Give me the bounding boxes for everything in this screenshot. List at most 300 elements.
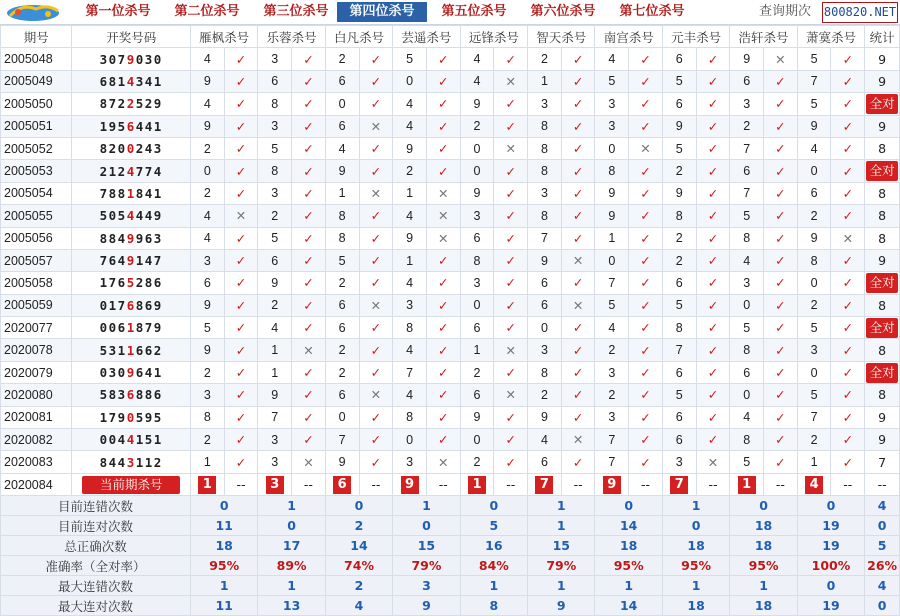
correct-mark-icon: ✓ (561, 451, 595, 473)
draw-digit: 3 (117, 387, 127, 403)
summary-value: 2 (325, 516, 392, 536)
correct-mark-icon: ✓ (764, 93, 798, 115)
kill-number-cell: 2 (662, 160, 696, 182)
kill-number-cell: 6 (662, 361, 696, 383)
summary-value: 4 (325, 596, 392, 616)
correct-mark-icon: ✓ (292, 294, 326, 316)
correct-mark-icon: ✓ (224, 384, 258, 406)
summary-value: 4 (865, 576, 900, 596)
kill-number-cell: 0 (325, 93, 359, 115)
draw-digit: 2 (108, 141, 118, 157)
draw-digit: 5 (135, 96, 145, 112)
draw-digit: 6 (153, 387, 163, 403)
kill-number-cell: 7 (258, 406, 292, 428)
kill-number-cell: 1 (393, 182, 427, 204)
current-kill-button[interactable]: 当前期杀号 (82, 476, 181, 494)
correct-mark-icon: ✓ (359, 205, 393, 227)
summary-value: 95% (190, 556, 257, 576)
correct-mark-icon: ✓ (696, 384, 730, 406)
kill-number-cell: 2 (393, 160, 427, 182)
kill-number-cell: 9 (528, 406, 562, 428)
correct-mark-icon: ✓ (359, 249, 393, 271)
kill-number-cell: 3 (528, 339, 562, 361)
kill-number-cell: 9 (190, 70, 224, 92)
summary-value: 0 (325, 496, 392, 516)
correct-mark-icon: ✓ (359, 48, 393, 70)
header-predictor: 雁枫杀号 (190, 26, 257, 48)
correct-mark-icon: ✓ (696, 272, 730, 294)
wrong-mark-icon: ✕ (426, 227, 460, 249)
draw-digit: 1 (135, 253, 145, 269)
current-kill-label-cell (72, 473, 190, 495)
summary-value: 0 (730, 496, 797, 516)
tab-position-3[interactable]: 第三位杀号 (263, 4, 329, 19)
correct-mark-icon: ✓ (696, 361, 730, 383)
correct-mark-icon: ✓ (561, 182, 595, 204)
kill-number-cell: 4 (190, 205, 224, 227)
draw-digit: 4 (144, 118, 154, 134)
draw-digit: 1 (117, 73, 127, 89)
correct-mark-icon: ✓ (696, 249, 730, 271)
draw-digit: 6 (126, 118, 136, 134)
kill-number-cell: 1 (595, 227, 629, 249)
draw-digit: 9 (117, 409, 127, 425)
draw-digit: 5 (126, 275, 136, 291)
correct-mark-icon: ✓ (629, 249, 663, 271)
summary-value: 95% (662, 556, 729, 576)
correct-mark-icon: ✓ (426, 339, 460, 361)
table-row (1, 160, 900, 182)
draw-digit: 4 (144, 141, 154, 157)
draw-digit: 5 (99, 342, 109, 358)
draw-numbers-cell (72, 406, 190, 428)
kill-number-cell: 9 (595, 205, 629, 227)
correct-mark-icon: ✓ (561, 160, 595, 182)
tab-position-4[interactable]: 第四位杀号 (337, 2, 427, 22)
kill-number-cell: 3 (797, 339, 831, 361)
table-row (1, 451, 900, 473)
header-predictor: 浩轩杀号 (730, 26, 797, 48)
wrong-mark-icon: ✕ (359, 384, 393, 406)
query-period-label[interactable]: 查询期次 (759, 4, 812, 19)
correct-mark-icon: ✓ (494, 429, 528, 451)
summary-label: 目前连对次数 (1, 516, 191, 536)
current-kill-number: 7 (535, 476, 553, 494)
correct-mark-icon: ✓ (629, 429, 663, 451)
wrong-mark-icon: ✕ (629, 137, 663, 159)
kill-number-cell: 0 (797, 272, 831, 294)
correct-mark-icon: ✓ (359, 93, 393, 115)
current-dash-cell: -- (224, 473, 258, 495)
kill-number-cell: 8 (528, 205, 562, 227)
correct-mark-icon: ✓ (764, 451, 798, 473)
kill-number-cell: 9 (190, 294, 224, 316)
draw-digit: 2 (117, 96, 127, 112)
kill-number-cell: 2 (325, 272, 359, 294)
stat-cell (865, 272, 900, 294)
correct-mark-icon: ✓ (494, 406, 528, 428)
draw-digit: 8 (108, 230, 118, 246)
correct-mark-icon: ✓ (831, 70, 865, 92)
stat-cell: 9 (865, 406, 900, 428)
kill-number-cell: 0 (797, 160, 831, 182)
draw-digit: 6 (126, 387, 136, 403)
period-cell: 2005056 (1, 227, 72, 249)
header-predictor: 远锋杀号 (460, 26, 527, 48)
current-kill-number: 7 (670, 476, 688, 494)
table-row (1, 137, 900, 159)
correct-mark-icon: ✓ (224, 70, 258, 92)
tab-position-1[interactable]: 第一位杀号 (85, 4, 151, 19)
draw-digit: 2 (135, 141, 145, 157)
summary-value: 1 (190, 576, 257, 596)
kill-number-cell: 2 (797, 205, 831, 227)
draw-digit: 4 (135, 208, 145, 224)
draw-digit: 6 (135, 342, 145, 358)
summary-value: 18 (662, 596, 729, 616)
correct-mark-icon: ✓ (629, 406, 663, 428)
period-cell: 2020080 (1, 384, 72, 406)
draw-digit: 7 (108, 275, 118, 291)
kill-number-cell: 3 (258, 115, 292, 137)
draw-digit: 9 (153, 208, 163, 224)
draw-digit: 8 (99, 96, 109, 112)
correct-mark-icon: ✓ (696, 429, 730, 451)
stat-cell: 9 (865, 70, 900, 92)
kill-number-cell: 2 (190, 137, 224, 159)
draw-numbers-cell (72, 182, 190, 204)
kill-number-cell: 8 (325, 205, 359, 227)
draw-digit: 1 (108, 163, 118, 179)
wrong-mark-icon: ✕ (494, 137, 528, 159)
summary-value: 0 (190, 496, 257, 516)
stat-cell: 8 (865, 182, 900, 204)
kill-number-cell: 6 (730, 361, 764, 383)
kill-number-cell: 6 (258, 249, 292, 271)
correct-mark-icon: ✓ (224, 249, 258, 271)
correct-mark-icon: ✓ (292, 249, 326, 271)
kill-number-cell: 6 (797, 182, 831, 204)
correct-mark-icon: ✓ (629, 272, 663, 294)
correct-mark-icon: ✓ (831, 317, 865, 339)
kill-number-cell: 0 (595, 249, 629, 271)
kill-number-cell: 8 (325, 227, 359, 249)
kill-number-cell: 8 (190, 406, 224, 428)
draw-digit: 8 (108, 185, 118, 201)
all-correct-badge: 全对 (866, 318, 898, 338)
draw-digit: 1 (135, 454, 145, 470)
kill-number-cell: 2 (460, 451, 494, 473)
draw-digit: 4 (126, 73, 136, 89)
period-cell: 2005058 (1, 272, 72, 294)
correct-mark-icon: ✓ (764, 361, 798, 383)
correct-mark-icon: ✓ (224, 115, 258, 137)
correct-mark-icon: ✓ (224, 339, 258, 361)
period-cell: 2020079 (1, 361, 72, 383)
summary-value: 15 (528, 536, 595, 556)
kill-number-cell: 4 (528, 429, 562, 451)
correct-mark-icon: ✓ (561, 137, 595, 159)
correct-mark-icon: ✓ (764, 249, 798, 271)
kill-number-cell: 5 (797, 384, 831, 406)
summary-value: 0 (865, 516, 900, 536)
kill-number-cell: 6 (662, 406, 696, 428)
kill-number-cell: 4 (730, 249, 764, 271)
draw-digit: 3 (108, 342, 118, 358)
kill-number-cell: 6 (528, 272, 562, 294)
period-cell: 2005049 (1, 70, 72, 92)
kill-number-cell: 6 (325, 294, 359, 316)
summary-value: 100% (797, 556, 864, 576)
draw-digit: 1 (99, 409, 109, 425)
draw-digit: 4 (117, 230, 127, 246)
kill-number-cell: 6 (662, 48, 696, 70)
correct-mark-icon: ✓ (764, 272, 798, 294)
draw-digit: 1 (108, 297, 118, 313)
correct-mark-icon: ✓ (426, 48, 460, 70)
draw-digit: 8 (108, 387, 118, 403)
correct-mark-icon: ✓ (292, 160, 326, 182)
draw-numbers-cell (72, 93, 190, 115)
correct-mark-icon: ✓ (224, 272, 258, 294)
correct-mark-icon: ✓ (359, 339, 393, 361)
kill-number-cell: 5 (797, 48, 831, 70)
kill-number-cell: 8 (258, 160, 292, 182)
kill-number-cell: 9 (797, 227, 831, 249)
kill-number-cell: 0 (460, 429, 494, 451)
kill-number-cell: 5 (730, 451, 764, 473)
summary-value: 0 (595, 496, 662, 516)
summary-row (1, 556, 900, 576)
summary-value: 11 (190, 516, 257, 536)
correct-mark-icon: ✓ (696, 339, 730, 361)
kill-number-cell: 9 (393, 137, 427, 159)
period-cell: 2020083 (1, 451, 72, 473)
kill-number-cell: 9 (190, 339, 224, 361)
summary-row (1, 516, 900, 536)
correct-mark-icon: ✓ (629, 384, 663, 406)
draw-digit: 8 (99, 454, 109, 470)
kill-number-cell: 3 (528, 182, 562, 204)
correct-mark-icon: ✓ (494, 160, 528, 182)
current-period-row (1, 473, 900, 495)
kill-number-cell: 9 (258, 384, 292, 406)
correct-mark-icon: ✓ (426, 429, 460, 451)
kill-number-cell: 6 (730, 70, 764, 92)
draw-digit: 1 (126, 342, 136, 358)
summary-value: 1 (393, 496, 460, 516)
summary-value: 0 (662, 516, 729, 536)
summary-label: 总正确次数 (1, 536, 191, 556)
kill-number-cell: 3 (258, 48, 292, 70)
table-row (1, 182, 900, 204)
current-kill-cell (325, 473, 359, 495)
kill-number-cell: 5 (730, 205, 764, 227)
correct-mark-icon: ✓ (696, 294, 730, 316)
correct-mark-icon: ✓ (292, 227, 326, 249)
correct-mark-icon: ✓ (629, 361, 663, 383)
correct-mark-icon: ✓ (831, 249, 865, 271)
correct-mark-icon: ✓ (224, 451, 258, 473)
kill-number-cell: 5 (595, 294, 629, 316)
draw-numbers-cell (72, 384, 190, 406)
correct-mark-icon: ✓ (696, 48, 730, 70)
kill-number-cell: 2 (662, 249, 696, 271)
correct-mark-icon: ✓ (292, 406, 326, 428)
kill-number-cell: 4 (797, 137, 831, 159)
kill-number-cell: 8 (393, 317, 427, 339)
draw-digit: 8 (144, 275, 154, 291)
draw-digit: 0 (108, 432, 118, 448)
kill-number-cell: 4 (393, 115, 427, 137)
kill-number-cell: 3 (393, 451, 427, 473)
draw-digit: 4 (117, 253, 127, 269)
tab-position-5[interactable]: 第五位杀号 (441, 4, 507, 19)
correct-mark-icon: ✓ (764, 115, 798, 137)
summary-value: 14 (325, 536, 392, 556)
period-cell: 2005050 (1, 93, 72, 115)
kill-number-cell: 9 (528, 249, 562, 271)
kill-number-cell: 8 (528, 160, 562, 182)
correct-mark-icon: ✓ (629, 317, 663, 339)
current-kill-cell (190, 473, 224, 495)
draw-digit: 4 (144, 365, 154, 381)
correct-mark-icon: ✓ (359, 317, 393, 339)
summary-value: 11 (190, 596, 257, 616)
draw-digit: 4 (153, 163, 163, 179)
kill-number-cell: 2 (258, 205, 292, 227)
top-nav-bar (0, 0, 900, 25)
correct-mark-icon: ✓ (494, 249, 528, 271)
current-dash-cell: -- (561, 473, 595, 495)
stat-cell: 8 (865, 137, 900, 159)
correct-mark-icon: ✓ (561, 406, 595, 428)
tab-position-6[interactable]: 第六位杀号 (530, 4, 596, 19)
draw-digit: 9 (153, 320, 163, 336)
draw-digit: 7 (117, 51, 127, 67)
draw-digit: 9 (126, 51, 136, 67)
draw-digit: 8 (135, 297, 145, 313)
tab-position-7[interactable]: 第七位杀号 (619, 4, 685, 19)
current-kill-cell (258, 473, 292, 495)
kill-number-table (0, 25, 900, 616)
table-row (1, 317, 900, 339)
correct-mark-icon: ✓ (561, 70, 595, 92)
header-predictor: 白凡杀号 (325, 26, 392, 48)
draw-digit: 8 (135, 320, 145, 336)
summary-value: 18 (730, 516, 797, 536)
kill-number-cell: 3 (528, 93, 562, 115)
kill-number-cell: 3 (662, 451, 696, 473)
current-kill-number: 6 (333, 476, 351, 494)
summary-value: 13 (258, 596, 325, 616)
correct-mark-icon: ✓ (359, 429, 393, 451)
kill-number-cell: 5 (595, 70, 629, 92)
correct-mark-icon: ✓ (292, 317, 326, 339)
correct-mark-icon: ✓ (426, 317, 460, 339)
draw-digit: 0 (108, 208, 118, 224)
summary-value: 18 (662, 536, 729, 556)
kill-number-cell: 4 (460, 48, 494, 70)
draw-digit: 8 (117, 185, 127, 201)
wrong-mark-icon: ✕ (224, 205, 258, 227)
summary-value: 18 (730, 536, 797, 556)
kill-number-cell: 0 (393, 70, 427, 92)
kill-number-cell: 7 (797, 406, 831, 428)
draw-digit: 3 (108, 365, 118, 381)
correct-mark-icon: ✓ (494, 227, 528, 249)
draw-digit: 7 (108, 409, 118, 425)
kill-number-cell: 5 (797, 317, 831, 339)
all-correct-badge: 全对 (866, 161, 898, 181)
stat-cell (865, 93, 900, 115)
draw-digit: 1 (99, 118, 109, 134)
draw-digit: 6 (144, 297, 154, 313)
correct-mark-icon: ✓ (629, 294, 663, 316)
header-predictor: 元丰杀号 (662, 26, 729, 48)
stat-cell (865, 160, 900, 182)
correct-mark-icon: ✓ (629, 227, 663, 249)
table-row (1, 406, 900, 428)
draw-digit: 4 (144, 208, 154, 224)
draw-digit: 7 (117, 297, 127, 313)
summary-row (1, 536, 900, 556)
wrong-mark-icon: ✕ (359, 115, 393, 137)
summary-label: 目前连错次数 (1, 496, 191, 516)
summary-value: 89% (258, 556, 325, 576)
draw-digit: 2 (153, 342, 163, 358)
draw-numbers-cell (72, 361, 190, 383)
draw-digit: 4 (144, 73, 154, 89)
draw-digit: 2 (99, 163, 109, 179)
draw-digit: 8 (99, 141, 109, 157)
correct-mark-icon: ✓ (696, 406, 730, 428)
table-row (1, 339, 900, 361)
draw-numbers-cell (72, 115, 190, 137)
kill-number-cell: 4 (393, 93, 427, 115)
correct-mark-icon: ✓ (359, 406, 393, 428)
draw-digit: 5 (153, 409, 163, 425)
draw-digit: 9 (153, 297, 163, 313)
correct-mark-icon: ✓ (696, 93, 730, 115)
draw-digit: 0 (99, 365, 109, 381)
tab-position-2[interactable]: 第二位杀号 (174, 4, 240, 19)
draw-digit: 0 (126, 141, 136, 157)
kill-number-cell: 0 (528, 317, 562, 339)
kill-number-cell: 4 (460, 70, 494, 92)
period-cell: 2005059 (1, 294, 72, 316)
wrong-mark-icon: ✕ (494, 70, 528, 92)
draw-numbers-cell (72, 205, 190, 227)
correct-mark-icon: ✓ (292, 182, 326, 204)
correct-mark-icon: ✓ (561, 317, 595, 339)
correct-mark-icon: ✓ (426, 406, 460, 428)
kill-number-cell: 2 (730, 115, 764, 137)
correct-mark-icon: ✓ (224, 406, 258, 428)
correct-mark-icon: ✓ (561, 205, 595, 227)
correct-mark-icon: ✓ (831, 160, 865, 182)
draw-digit: 5 (117, 118, 127, 134)
stat-cell: 8 (865, 384, 900, 406)
correct-mark-icon: ✓ (764, 406, 798, 428)
draw-digit: 0 (99, 320, 109, 336)
kill-number-cell: 9 (662, 115, 696, 137)
kill-number-cell: 9 (325, 160, 359, 182)
kill-number-cell: 4 (190, 227, 224, 249)
summary-label: 最大连对次数 (1, 596, 191, 616)
current-dash-cell: -- (292, 473, 326, 495)
kill-number-cell: 8 (595, 160, 629, 182)
